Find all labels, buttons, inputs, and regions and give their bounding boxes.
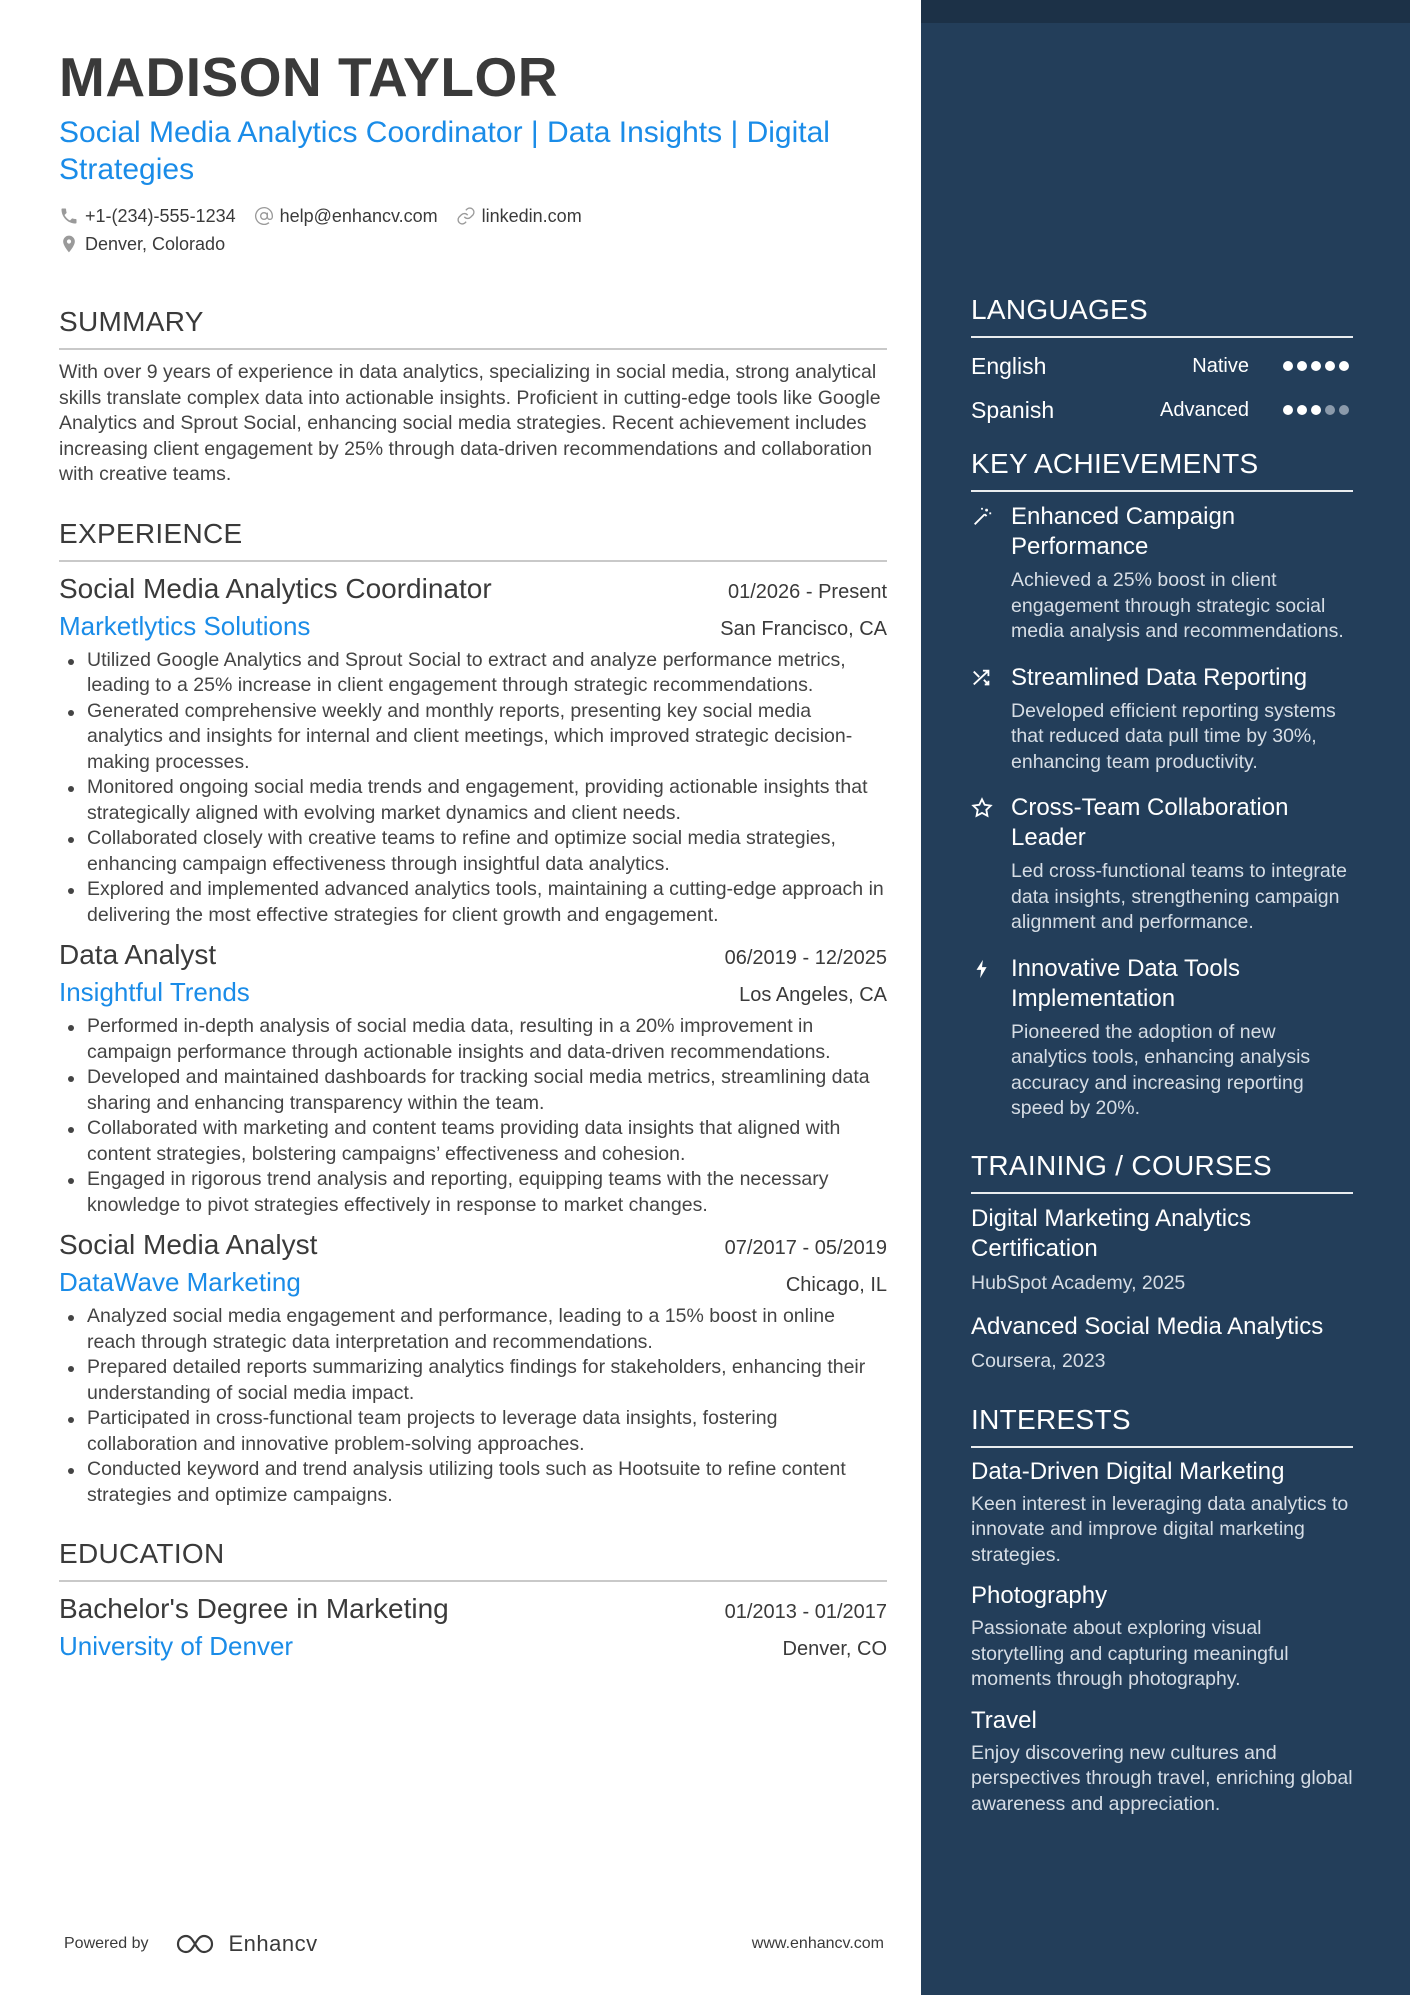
sidebar [921, 0, 1410, 1995]
achievement-title: Innovative Data Tools Implementation [1011, 954, 1241, 1012]
interest-desc: Enjoy discovering new cultures and perspectives through travel, enriching global awareness and appreciation. [971, 1741, 1353, 1815]
degree-title: Bachelor's Degree in Marketing [59, 1593, 449, 1624]
bullet-item: Developed and maintained dashboards for tracking social media metrics, streamlining data sharing and enhancing transparency within the team. [59, 1065, 887, 1116]
language-level: Advanced [1160, 398, 1249, 421]
shuffle-icon [971, 667, 993, 689]
enhancv-logo-icon [175, 1932, 221, 1956]
rating-dot [1325, 405, 1335, 415]
location-text: Denver, Colorado [85, 233, 226, 254]
job-entry [59, 936, 887, 1218]
interest-desc: Passionate about exploring visual storytelling and capturing meaningful moments through photography. [971, 1617, 1289, 1690]
star-icon [971, 797, 993, 819]
training-divider [971, 1192, 1353, 1194]
language-item [971, 388, 1353, 432]
job-entry [59, 570, 887, 929]
course-provider: Coursera, 2023 [971, 1349, 1106, 1372]
phone-text: +1-(234)-555-1234 [85, 205, 236, 226]
interest-title: Data-Driven Digital Marketing [971, 1457, 1285, 1485]
interest-item [971, 1456, 1353, 1569]
footer [64, 1929, 884, 1959]
phone-icon [59, 206, 79, 226]
education-divider [59, 1580, 887, 1582]
main-column [59, 44, 887, 1664]
headline: Social Media Analytics Coordinator | Data Insights | Digital Strategies [59, 116, 830, 186]
bullet-item: Prepared detailed reports summarizing analytics findings for stakeholders, enhancing their understanding of social media impact. [59, 1355, 887, 1406]
course-title: Digital Marketing Analytics Certification [971, 1204, 1252, 1262]
rating-dot [1339, 361, 1349, 371]
achievement-desc: Developed efficient reporting systems that reduced data pull time by 30%, enhancing team productivity. [1011, 699, 1336, 773]
achievement-item [971, 954, 1353, 1122]
rating-dot [1297, 361, 1307, 371]
job-location: Los Angeles, CA [739, 984, 887, 1006]
achievement-title: Cross-Team Collaboration Leader [1011, 794, 1289, 851]
brand-name: Enhancv [228, 1931, 318, 1956]
website-link[interactable]: www.enhancv.com [751, 1935, 884, 1952]
rating-dot [1297, 405, 1307, 415]
achievements-section [971, 446, 1353, 1122]
summary-divider [59, 348, 887, 350]
experience-divider [59, 560, 887, 562]
powered-by-label: Powered by [64, 1935, 149, 1952]
language-level: Native [1192, 354, 1249, 377]
candidate-name: MADISON TAYLOR [59, 46, 558, 108]
language-name: Spanish [971, 396, 1055, 423]
summary-title: SUMMARY [59, 306, 204, 337]
sidebar-top-band [921, 0, 1410, 23]
job-title: Social Media Analytics Coordinator [59, 572, 492, 604]
achievement-item [971, 663, 1353, 776]
job-location: Chicago, IL [785, 1274, 887, 1296]
languages-title: LANGUAGES [971, 294, 1148, 325]
bullet-item: Collaborated with marketing and content teams providing data insights that aligned with content strategies, bolstering campaigns’ effectiveness and cohesion. [59, 1116, 887, 1167]
summary-section [59, 306, 887, 488]
bullet-item: Analyzed social media engagement and performance, leading to a 15% boost in online reach through strategic data interpretation and recommendations. [59, 1304, 887, 1355]
achievements-title: KEY ACHIEVEMENTS [971, 448, 1259, 479]
experience-title: EXPERIENCE [59, 517, 243, 549]
phone-contact[interactable] [59, 206, 236, 227]
contact-info [59, 202, 887, 258]
training-section [971, 1148, 1353, 1374]
interest-item [971, 1705, 1353, 1818]
job-title: Social Media Analyst [59, 1229, 318, 1260]
bullet-item: Explored and implemented advanced analytics tools, maintaining a cutting-edge approach in delivering the most effective strategies for client growth and engagement. [59, 877, 887, 928]
interest-desc: Keen interest in leveraging data analytics to innovate and improve digital marketing strategies. [971, 1492, 1349, 1566]
languages-divider [971, 336, 1353, 338]
job-company: Marketlytics Solutions [59, 610, 311, 641]
bullet-item: Utilized Google Analytics and Sprout Social to extract and analyze performance metrics, leading to a 25% increase in client engagement through strategic recommendations. [59, 648, 887, 699]
bullet-item: Performed in-depth analysis of social media data, resulting in a 20% improvement in campaign performance through actionable insights and data-driven recommendations. [59, 1014, 887, 1065]
interest-item [971, 1580, 1353, 1693]
language-item [971, 344, 1353, 388]
job-location: San Francisco, CA [720, 617, 887, 640]
email-text: help@enhancv.com [279, 205, 438, 226]
interests-section [971, 1402, 1353, 1818]
location-contact [59, 234, 225, 255]
language-name: English [971, 352, 1047, 379]
interests-divider [971, 1446, 1353, 1448]
bullet-item: Participated in cross-functional team projects to leverage data insights, fostering collaboration and innovative problem-solving approaches. [59, 1406, 887, 1457]
rating-dot [1311, 405, 1321, 415]
job-entry [59, 1226, 887, 1508]
summary-text: With over 9 years of experience in data analytics, specializing in social media, strong analytical skills translate complex data into actionable insights. Proficient in cutting-edge tools like Google Analytics and Sprout Social, enhancing social media strategies. Recent achievement includes increasing client engagement by 25% through data-driven recommendations and collaboration with creative teams. [59, 361, 881, 485]
achievement-title: Enhanced Campaign Performance [1011, 503, 1236, 560]
rating-dot [1311, 361, 1321, 371]
at-icon [254, 206, 274, 226]
powered-by[interactable] [64, 1931, 318, 1957]
education-entry [59, 1590, 887, 1664]
interests-title: INTERESTS [971, 1403, 1131, 1435]
bullet-item: Engaged in rigorous trend analysis and reporting, equipping teams with the necessary knowledge to pivot strategies effectively in response to market changes. [59, 1167, 887, 1218]
job-dates: 07/2017 - 05/2019 [724, 1237, 887, 1259]
job-dates: 01/2026 - Present [728, 580, 887, 603]
job-dates: 06/2019 - 12/2025 [724, 947, 887, 969]
link-icon [456, 206, 476, 226]
course-item [971, 1312, 1353, 1374]
achievement-item [971, 502, 1353, 645]
linkedin-text: linkedin.com [481, 205, 582, 226]
education-section [59, 1538, 887, 1664]
education-title: EDUCATION [59, 1538, 225, 1569]
achievement-desc: Achieved a 25% boost in client engagement through strategic social media analysis and recommendations. [1011, 569, 1344, 642]
experience-section [59, 518, 887, 1509]
bullet-item: Collaborated closely with creative teams to refine and optimize social media strategies, enhancing campaign effectiveness through insightful data analytics. [59, 826, 887, 877]
rating-dot [1339, 405, 1349, 415]
achievement-title: Streamlined Data Reporting [1011, 663, 1308, 691]
job-title: Data Analyst [59, 939, 217, 970]
achievement-desc: Pioneered the adoption of new analytics tools, enhancing analysis accuracy and increasing reporting speed by 20%. [1011, 1020, 1311, 1119]
languages-section [971, 292, 1353, 432]
interest-title: Travel [971, 1706, 1037, 1734]
course-title: Advanced Social Media Analytics [971, 1312, 1324, 1340]
job-bullets [59, 1304, 887, 1508]
job-bullets [59, 1014, 887, 1218]
job-bullets [59, 648, 887, 929]
language-rating [1283, 361, 1353, 371]
course-item [971, 1204, 1353, 1296]
achievement-item [971, 793, 1353, 936]
sidebar-content [971, 292, 1353, 1817]
location-pin-icon [59, 234, 79, 254]
lightning-icon [971, 958, 993, 980]
achievement-desc: Led cross-functional teams to integrate data insights, strengthening campaign alignment and performance. [1011, 860, 1348, 933]
achievements-divider [971, 490, 1353, 492]
job-company: DataWave Marketing [59, 1267, 301, 1297]
school-name: University of Denver [59, 1631, 294, 1661]
magic-wand-icon [971, 506, 993, 528]
job-company: Insightful Trends [59, 977, 250, 1007]
education-location: Denver, CO [782, 1638, 887, 1660]
training-title: TRAINING / COURSES [971, 1149, 1272, 1181]
education-dates: 01/2013 - 01/2017 [724, 1601, 887, 1623]
language-rating [1283, 405, 1353, 415]
interest-title: Photography [971, 1582, 1108, 1609]
bullet-item: Generated comprehensive weekly and monthly reports, presenting key social media analytics and insights for internal and client meetings, which improved strategic decision-making processes. [59, 699, 887, 776]
linkedin-contact[interactable] [456, 206, 582, 227]
rating-dot [1283, 405, 1293, 415]
course-provider: HubSpot Academy, 2025 [971, 1271, 1186, 1294]
rating-dot [1325, 361, 1335, 371]
email-contact[interactable] [254, 206, 438, 227]
bullet-item: Monitored ongoing social media trends and engagement, providing actionable insights that strategically aligned with evolving market dynamics and client needs. [59, 775, 887, 826]
bullet-item: Conducted keyword and trend analysis utilizing tools such as Hootsuite to refine content strategies and optimize campaigns. [59, 1457, 887, 1508]
rating-dot [1283, 361, 1293, 371]
